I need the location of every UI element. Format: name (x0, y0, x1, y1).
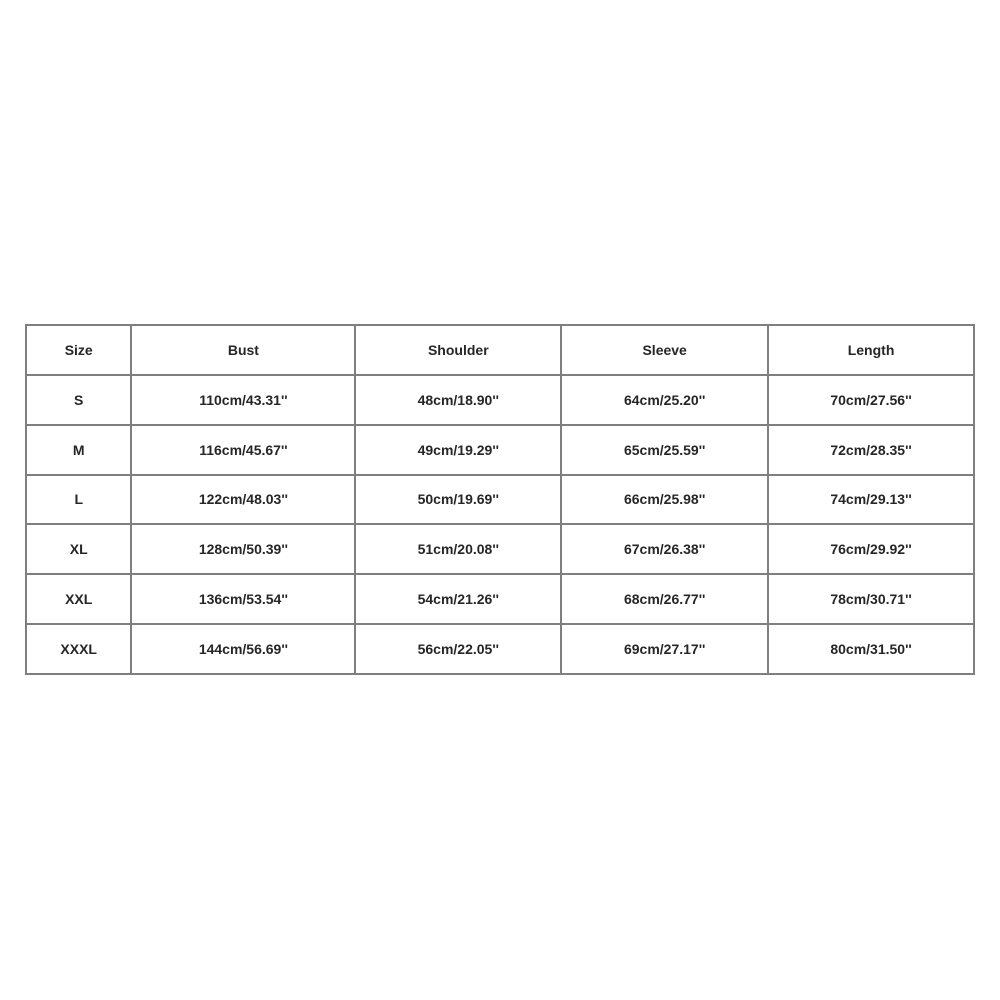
cell-shoulder: 54cm/21.26'' (355, 574, 561, 624)
cell-bust: 144cm/56.69'' (131, 624, 355, 674)
table-row (26, 375, 974, 425)
cell-sleeve: 66cm/25.98'' (561, 475, 768, 525)
cell-size: S (26, 375, 131, 425)
cell-bust: 110cm/43.31'' (131, 375, 355, 425)
cell-shoulder: 49cm/19.29'' (355, 425, 561, 475)
cell-size: XL (26, 524, 131, 574)
cell-bust: 128cm/50.39'' (131, 524, 355, 574)
table-row (26, 524, 974, 574)
cell-sleeve: 68cm/26.77'' (561, 574, 768, 624)
table-row (26, 425, 974, 475)
cell-length: 74cm/29.13'' (768, 475, 974, 525)
cell-size: XXL (26, 574, 131, 624)
cell-shoulder: 51cm/20.08'' (355, 524, 561, 574)
cell-shoulder: 56cm/22.05'' (355, 624, 561, 674)
table-row (26, 624, 974, 674)
cell-sleeve: 65cm/25.59'' (561, 425, 768, 475)
cell-size: XXXL (26, 624, 131, 674)
header-length: Length (768, 325, 974, 375)
cell-sleeve: 67cm/26.38'' (561, 524, 768, 574)
header-size: Size (26, 325, 131, 375)
header-sleeve: Sleeve (561, 325, 768, 375)
cell-bust: 116cm/45.67'' (131, 425, 355, 475)
size-chart-table (25, 324, 975, 675)
cell-sleeve: 69cm/27.17'' (561, 624, 768, 674)
cell-size: M (26, 425, 131, 475)
cell-length: 78cm/30.71'' (768, 574, 974, 624)
cell-length: 76cm/29.92'' (768, 524, 974, 574)
cell-bust: 122cm/48.03'' (131, 475, 355, 525)
cell-shoulder: 50cm/19.69'' (355, 475, 561, 525)
cell-length: 72cm/28.35'' (768, 425, 974, 475)
cell-shoulder: 48cm/18.90'' (355, 375, 561, 425)
header-bust: Bust (131, 325, 355, 375)
cell-sleeve: 64cm/25.20'' (561, 375, 768, 425)
table-row (26, 475, 974, 525)
cell-bust: 136cm/53.54'' (131, 574, 355, 624)
header-shoulder: Shoulder (355, 325, 561, 375)
table-header-row (26, 325, 974, 375)
cell-length: 70cm/27.56'' (768, 375, 974, 425)
cell-length: 80cm/31.50'' (768, 624, 974, 674)
cell-size: L (26, 475, 131, 525)
table-row (26, 574, 974, 624)
